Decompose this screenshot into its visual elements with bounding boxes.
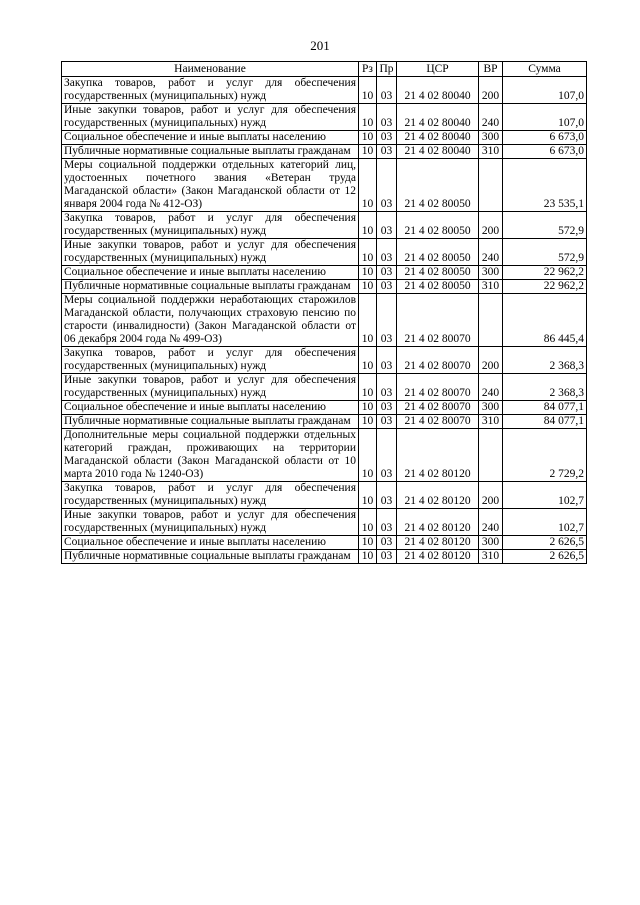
cell-csr: 21 4 02 80040: [397, 104, 479, 131]
cell-rz: 10: [359, 145, 377, 159]
cell-pr: 03: [377, 145, 397, 159]
cell-pr: 03: [377, 280, 397, 294]
cell-name: Публичные нормативные социальные выплаты гражданам: [62, 415, 359, 429]
cell-name: Социальное обеспечение и иные выплаты населению: [62, 536, 359, 550]
cell-vr: 300: [479, 131, 503, 145]
cell-sum: 2 368,3: [503, 347, 587, 374]
cell-sum: 102,7: [503, 482, 587, 509]
cell-pr: 03: [377, 401, 397, 415]
cell-csr: 21 4 02 80050: [397, 280, 479, 294]
cell-vr: 300: [479, 401, 503, 415]
cell-csr: 21 4 02 80050: [397, 239, 479, 266]
table-row: [62, 374, 587, 401]
budget-table: [61, 61, 587, 564]
page-number: 201: [310, 38, 330, 53]
table-row: [62, 294, 587, 347]
cell-sum: 84 077,1: [503, 401, 587, 415]
cell-pr: 03: [377, 159, 397, 212]
cell-rz: 10: [359, 536, 377, 550]
cell-sum: 572,9: [503, 239, 587, 266]
cell-name: Меры социальной поддержки отдельных категорий лиц, удостоенных почетного звания «Ветеран труда Магаданской области» (Закон Магаданской области от 12 января 2004 года № 412-ОЗ): [62, 159, 359, 212]
table-row: [62, 482, 587, 509]
cell-name: Закупка товаров, работ и услуг для обеспечения государственных (муниципальных) нужд: [62, 77, 359, 104]
cell-vr: 310: [479, 280, 503, 294]
cell-rz: 10: [359, 550, 377, 564]
cell-rz: 10: [359, 159, 377, 212]
table-row: [62, 145, 587, 159]
table-row: [62, 429, 587, 482]
cell-pr: 03: [377, 77, 397, 104]
cell-rz: 10: [359, 212, 377, 239]
table-row: [62, 415, 587, 429]
cell-sum: 84 077,1: [503, 415, 587, 429]
column-header-name: Наименование: [62, 62, 359, 77]
cell-sum: 6 673,0: [503, 131, 587, 145]
table-row: [62, 212, 587, 239]
cell-csr: 21 4 02 80040: [397, 145, 479, 159]
cell-pr: 03: [377, 347, 397, 374]
cell-name: Социальное обеспечение и иные выплаты населению: [62, 401, 359, 415]
cell-sum: 572,9: [503, 212, 587, 239]
cell-csr: 21 4 02 80070: [397, 294, 479, 347]
cell-sum: 2 626,5: [503, 550, 587, 564]
cell-pr: 03: [377, 509, 397, 536]
cell-rz: 10: [359, 294, 377, 347]
cell-name: Иные закупки товаров, работ и услуг для обеспечения государственных (муниципальных) нужд: [62, 374, 359, 401]
cell-pr: 03: [377, 536, 397, 550]
cell-csr: 21 4 02 80040: [397, 77, 479, 104]
cell-sum: 6 673,0: [503, 145, 587, 159]
table-row: [62, 509, 587, 536]
cell-name: Закупка товаров, работ и услуг для обеспечения государственных (муниципальных) нужд: [62, 212, 359, 239]
cell-vr: 200: [479, 212, 503, 239]
table-row: [62, 131, 587, 145]
cell-name: Закупка товаров, работ и услуг для обеспечения государственных (муниципальных) нужд: [62, 347, 359, 374]
cell-vr: 240: [479, 374, 503, 401]
cell-csr: 21 4 02 80050: [397, 212, 479, 239]
cell-sum: 2 368,3: [503, 374, 587, 401]
cell-pr: 03: [377, 239, 397, 266]
cell-csr: 21 4 02 80070: [397, 401, 479, 415]
cell-vr: 200: [479, 482, 503, 509]
cell-vr: 310: [479, 145, 503, 159]
cell-csr: 21 4 02 80070: [397, 415, 479, 429]
cell-csr: 21 4 02 80120: [397, 482, 479, 509]
cell-vr: [479, 429, 503, 482]
cell-csr: 21 4 02 80050: [397, 266, 479, 280]
cell-vr: 240: [479, 239, 503, 266]
cell-pr: 03: [377, 429, 397, 482]
column-header-sum: Сумма: [503, 62, 587, 77]
cell-sum: 107,0: [503, 104, 587, 131]
cell-name: Публичные нормативные социальные выплаты гражданам: [62, 550, 359, 564]
table-row: [62, 536, 587, 550]
cell-pr: 03: [377, 374, 397, 401]
cell-pr: 03: [377, 266, 397, 280]
cell-csr: 21 4 02 80120: [397, 536, 479, 550]
table-row: [62, 550, 587, 564]
cell-pr: 03: [377, 294, 397, 347]
column-header-rz: Рз: [359, 62, 377, 77]
cell-csr: 21 4 02 80120: [397, 429, 479, 482]
cell-vr: 310: [479, 415, 503, 429]
table-row: [62, 239, 587, 266]
cell-rz: 10: [359, 401, 377, 415]
cell-name: Меры социальной поддержки неработающих старожилов Магаданской области, получающих страховую пенсию по старости (инвалидности) (Закон Магаданской области от 06 декабря 2004 года № 499-ОЗ): [62, 294, 359, 347]
cell-rz: 10: [359, 104, 377, 131]
cell-sum: 102,7: [503, 509, 587, 536]
cell-pr: 03: [377, 415, 397, 429]
cell-pr: 03: [377, 550, 397, 564]
cell-rz: 10: [359, 77, 377, 104]
cell-sum: 2 626,5: [503, 536, 587, 550]
cell-pr: 03: [377, 131, 397, 145]
cell-vr: 240: [479, 104, 503, 131]
table-row: [62, 401, 587, 415]
column-header-vr: ВР: [479, 62, 503, 77]
cell-vr: 300: [479, 536, 503, 550]
cell-vr: 240: [479, 509, 503, 536]
cell-vr: [479, 294, 503, 347]
table-row: [62, 77, 587, 104]
cell-csr: 21 4 02 80070: [397, 347, 479, 374]
cell-csr: 21 4 02 80120: [397, 550, 479, 564]
cell-sum: 23 535,1: [503, 159, 587, 212]
cell-csr: 21 4 02 80040: [397, 131, 479, 145]
cell-rz: 10: [359, 131, 377, 145]
column-header-csr: ЦСР: [397, 62, 479, 77]
cell-name: Публичные нормативные социальные выплаты гражданам: [62, 280, 359, 294]
cell-name: Социальное обеспечение и иные выплаты населению: [62, 266, 359, 280]
cell-name: Иные закупки товаров, работ и услуг для обеспечения государственных (муниципальных) нужд: [62, 104, 359, 131]
cell-name: Публичные нормативные социальные выплаты гражданам: [62, 145, 359, 159]
cell-sum: 22 962,2: [503, 266, 587, 280]
table-row: [62, 159, 587, 212]
cell-pr: 03: [377, 212, 397, 239]
cell-rz: 10: [359, 415, 377, 429]
table-row: [62, 280, 587, 294]
cell-rz: 10: [359, 482, 377, 509]
cell-vr: 300: [479, 266, 503, 280]
cell-pr: 03: [377, 482, 397, 509]
table-row: [62, 104, 587, 131]
cell-sum: 86 445,4: [503, 294, 587, 347]
cell-rz: 10: [359, 509, 377, 536]
cell-csr: 21 4 02 80050: [397, 159, 479, 212]
cell-sum: 107,0: [503, 77, 587, 104]
cell-sum: 22 962,2: [503, 280, 587, 294]
cell-name: Социальное обеспечение и иные выплаты населению: [62, 131, 359, 145]
cell-rz: 10: [359, 239, 377, 266]
cell-rz: 10: [359, 347, 377, 374]
cell-pr: 03: [377, 104, 397, 131]
cell-sum: 2 729,2: [503, 429, 587, 482]
cell-rz: 10: [359, 280, 377, 294]
cell-name: Иные закупки товаров, работ и услуг для обеспечения государственных (муниципальных) нужд: [62, 509, 359, 536]
cell-vr: 200: [479, 347, 503, 374]
table-row: [62, 266, 587, 280]
table-row: [62, 347, 587, 374]
cell-vr: 200: [479, 77, 503, 104]
cell-csr: 21 4 02 80120: [397, 509, 479, 536]
cell-name: Иные закупки товаров, работ и услуг для обеспечения государственных (муниципальных) нужд: [62, 239, 359, 266]
cell-vr: [479, 159, 503, 212]
table-header-row: [62, 62, 587, 77]
cell-rz: 10: [359, 429, 377, 482]
cell-csr: 21 4 02 80070: [397, 374, 479, 401]
cell-rz: 10: [359, 266, 377, 280]
cell-rz: 10: [359, 374, 377, 401]
cell-name: Закупка товаров, работ и услуг для обеспечения государственных (муниципальных) нужд: [62, 482, 359, 509]
cell-name: Дополнительные меры социальной поддержки отдельных категорий граждан, проживающих на территории Магаданской области (Закон Магаданской области от 10 марта 2010 года № 1240-ОЗ): [62, 429, 359, 482]
cell-vr: 310: [479, 550, 503, 564]
column-header-pr: Пр: [377, 62, 397, 77]
